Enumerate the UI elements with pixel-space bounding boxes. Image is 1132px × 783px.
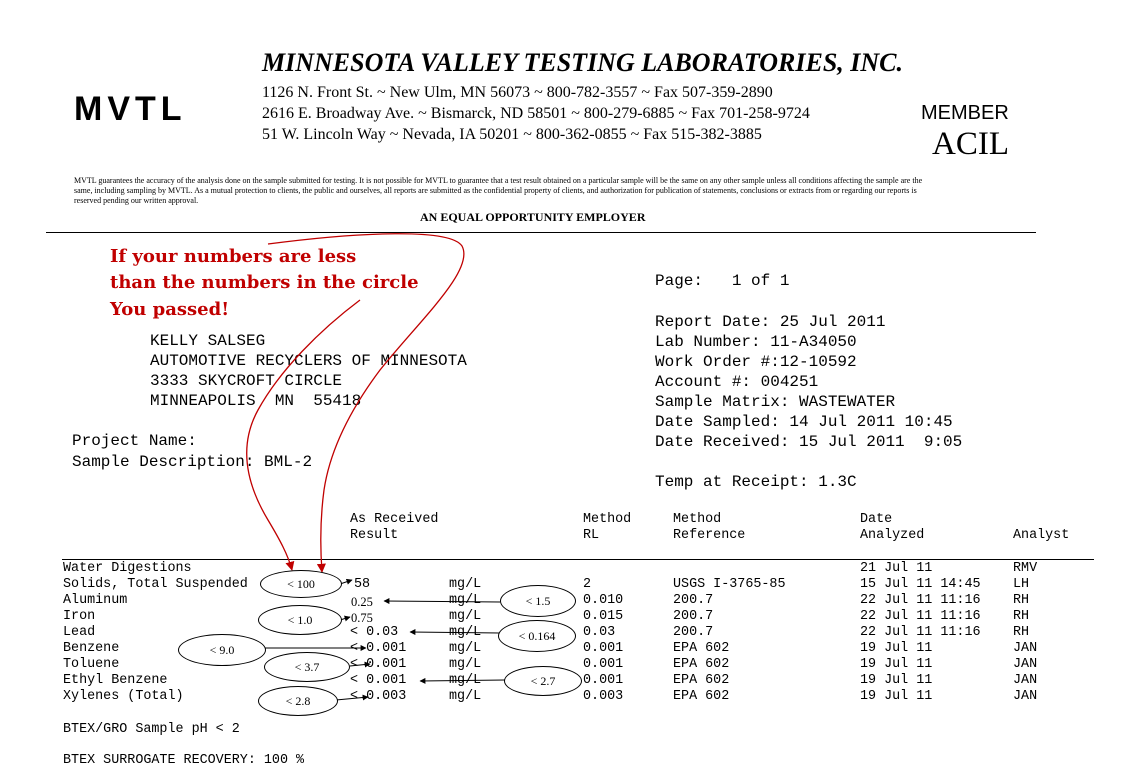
row-analyst: JAN (1013, 673, 1038, 688)
row-unit: mg/L (449, 577, 482, 592)
member-label: MEMBER (921, 102, 1009, 124)
row-name: Benzene (63, 641, 120, 656)
row-date: 22 Jul 11 11:16 (860, 609, 981, 624)
surrogate-recovery-note: BTEX SURROGATE RECOVERY: 100 % (63, 753, 305, 768)
acil-label: ACIL (932, 126, 1009, 162)
row-rl: 0.001 (583, 641, 624, 656)
row-analyst: JAN (1013, 641, 1038, 656)
limit-oval-xylenes: < 2.8 (258, 686, 338, 716)
row-date: 22 Jul 11 11:16 (860, 625, 981, 640)
header-rl-2: RL (583, 528, 600, 543)
row-analyst: RH (1013, 593, 1030, 608)
row-analyst: RH (1013, 609, 1030, 624)
row-date: 22 Jul 11 11:16 (860, 593, 981, 608)
header-date-1: Date (860, 512, 893, 527)
header-result-1: As Received (350, 512, 439, 527)
row-result: < 0.03 (350, 625, 399, 640)
row-rl: 0.001 (583, 657, 624, 672)
temp-at-receipt: Temp at Receipt: 1.3C (655, 473, 857, 491)
header-result-2: Result (350, 528, 399, 543)
row-unit: mg/L (449, 625, 482, 640)
limit-oval-lead: < 0.164 (498, 620, 576, 652)
row-date: 19 Jul 11 (860, 673, 933, 688)
row-rl: 0.010 (583, 593, 624, 608)
row-unit: mg/L (449, 593, 482, 608)
annotation-line-3: You passed! (110, 299, 230, 320)
header-rl-1: Method (583, 512, 632, 527)
row-result: 0.25 (351, 595, 373, 609)
mvtl-logo: MVTL (74, 90, 187, 128)
limit-oval-benzene: < 9.0 (178, 634, 266, 666)
annotation-line-2: than the numbers in the circle (110, 272, 419, 293)
client-name: KELLY SALSEG (150, 332, 266, 350)
row-reference: 200.7 (673, 593, 714, 608)
row-rl: 0.015 (583, 609, 624, 624)
limit-oval-solids: < 100 (260, 570, 342, 598)
row-reference: 200.7 (673, 625, 714, 640)
header-ref-2: Reference (673, 528, 746, 543)
annotation-line-1: If your numbers are less (110, 246, 357, 267)
report-date: Report Date: 25 Jul 2011 (655, 313, 886, 331)
company-name: MINNESOTA VALLEY TESTING LABORATORIES, INC. (262, 48, 904, 77)
row-name: Lead (63, 625, 96, 640)
row-name: Toluene (63, 657, 120, 672)
limit-oval-ethylbenzene: < 2.7 (504, 666, 582, 696)
row-analyst: RH (1013, 625, 1030, 640)
row-reference: EPA 602 (673, 641, 730, 656)
account-number: Account #: 004251 (655, 373, 819, 391)
row-reference: USGS I-3765-85 (673, 577, 786, 592)
date-received: Date Received: 15 Jul 2011 9:05 (655, 433, 963, 451)
client-street: 3333 SKYCROFT CIRCLE (150, 372, 343, 390)
sample-ph-note: BTEX/GRO Sample pH < 2 (63, 722, 240, 737)
row-rl: 0.003 (583, 689, 624, 704)
client-company: AUTOMOTIVE RECYCLERS OF MINNESOTA (150, 352, 467, 370)
row-analyst: LH (1013, 577, 1030, 592)
row-date: 19 Jul 11 (860, 689, 933, 704)
row-result: < 0.001 (350, 641, 407, 656)
project-name: Project Name: (72, 432, 197, 450)
page-indicator: Page: 1 of 1 (655, 272, 790, 290)
row-unit: mg/L (449, 673, 482, 688)
client-city: MINNEAPOLIS MN 55418 (150, 392, 362, 410)
row-result: 0.75 (351, 611, 373, 625)
row-reference: EPA 602 (673, 673, 730, 688)
limit-oval-aluminum: < 1.5 (500, 585, 576, 617)
header-analyst: Analyst (1013, 528, 1070, 543)
limit-oval-toluene: < 3.7 (264, 652, 350, 682)
header-ref-1: Method (673, 512, 722, 527)
row-rl: 0.03 (583, 625, 616, 640)
row-name: Xylenes (Total) (63, 689, 184, 704)
lab-number: Lab Number: 11-A34050 (655, 333, 857, 351)
address-bismarck: 2616 E. Broadway Ave. ~ Bismarck, ND 58501 ~ 800-279-6885 ~ Fax 701-258-9724 (262, 105, 810, 122)
row-analyst: JAN (1013, 689, 1038, 704)
sample-description: Sample Description: BML-2 (72, 453, 313, 471)
row-name: Iron (63, 609, 96, 624)
row-unit: mg/L (449, 609, 482, 624)
row-unit: mg/L (449, 641, 482, 656)
sample-matrix: Sample Matrix: WASTEWATER (655, 393, 896, 411)
row-unit: mg/L (449, 657, 482, 672)
row-reference: EPA 602 (673, 689, 730, 704)
row-rl: 2 (583, 577, 592, 592)
disclaimer-text: MVTL guarantees the accuracy of the analysis done on the sample submitted for testing. It is not possible for MVTL to guarantee that a test result obtained on a particular sample will be the same on any other sample unless all conditions affecting the sample are the same, including sampling by MVTL. As a mutual protection to clients, the public and ourselves, all reports are submitted as the confidential property of clients, and authorization for publication of statements, conclusions or extracts from or regarding our reports is reserved pending our written approval. (74, 176, 923, 205)
row-date: 15 Jul 11 14:45 (860, 577, 981, 592)
header-date-2: Analyzed (860, 528, 925, 543)
table-rule (62, 559, 1094, 560)
row-name: Aluminum (63, 593, 128, 608)
row-result: < 0.001 (350, 673, 407, 688)
row-result: 58 (354, 577, 371, 592)
row-result: < 0.003 (350, 689, 407, 704)
row-rl: 0.001 (583, 673, 624, 688)
row-analyst: JAN (1013, 657, 1038, 672)
row-date: 19 Jul 11 (860, 641, 933, 656)
row-reference: 200.7 (673, 609, 714, 624)
row-date: 21 Jul 11 (860, 561, 933, 576)
header-rule (46, 232, 1036, 233)
limit-oval-iron: < 1.0 (258, 605, 342, 635)
row-result: < 0.001 (350, 657, 407, 672)
work-order: Work Order #:12-10592 (655, 353, 857, 371)
row-analyst: RMV (1013, 561, 1038, 576)
row-reference: EPA 602 (673, 657, 730, 672)
address-nevada: 51 W. Lincoln Way ~ Nevada, IA 50201 ~ 800-362-0855 ~ Fax 515-382-3885 (262, 126, 762, 143)
row-date: 19 Jul 11 (860, 657, 933, 672)
row-name: Solids, Total Suspended (63, 577, 248, 592)
row-name: Water Digestions (63, 561, 192, 576)
date-sampled: Date Sampled: 14 Jul 2011 10:45 (655, 413, 953, 431)
equal-opportunity-employer: AN EQUAL OPPORTUNITY EMPLOYER (420, 210, 646, 224)
row-name: Ethyl Benzene (63, 673, 168, 688)
address-new-ulm: 1126 N. Front St. ~ New Ulm, MN 56073 ~ 800-782-3557 ~ Fax 507-359-2890 (262, 84, 773, 101)
row-unit: mg/L (449, 689, 482, 704)
